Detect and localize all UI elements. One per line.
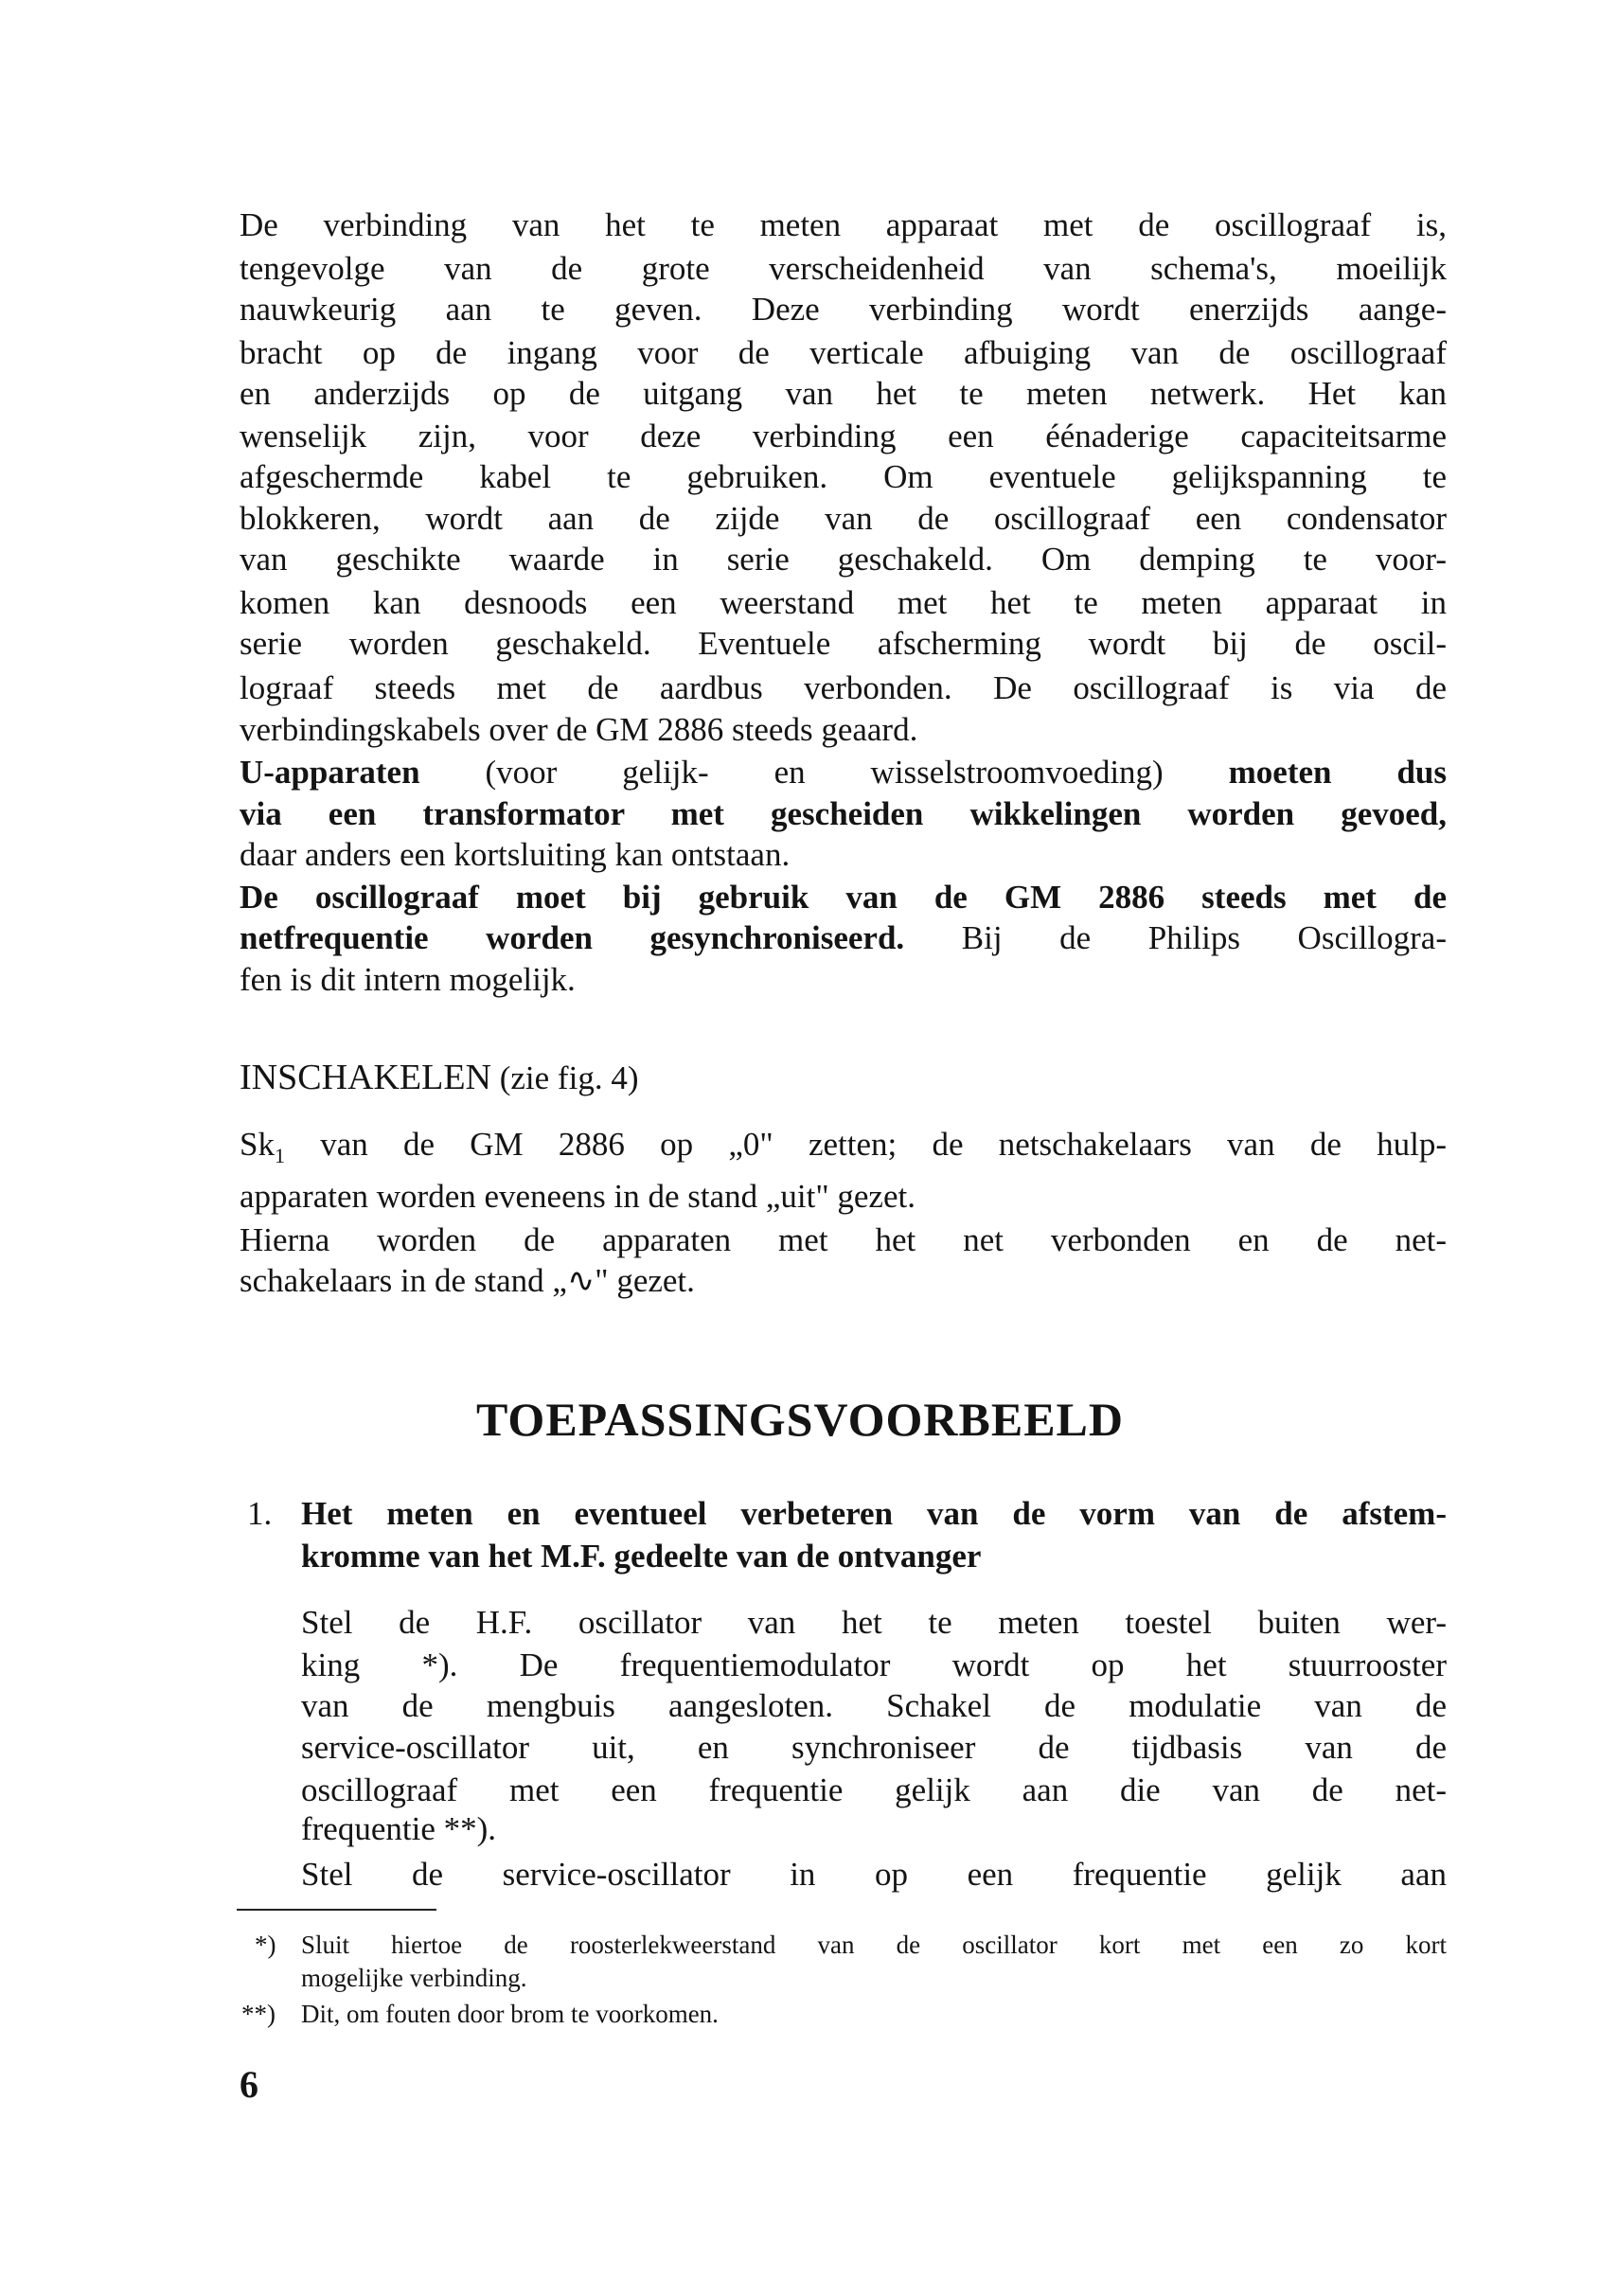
bold-text: De oscillograaf moet bij gebruik van de GM 2886 steeds met de xyxy=(240,879,1447,916)
text-line: Stel de service-oscillator in op een frequentie gelijk aan xyxy=(301,1856,1447,1893)
footnote-text: mogelijke verbinding. xyxy=(301,1964,527,1992)
subheading xyxy=(240,1057,1447,1098)
bold-text: U-apparaten xyxy=(240,754,420,791)
footnote-text: Dit, om fouten door brom te voorkomen. xyxy=(301,2000,719,2028)
switch-label: Sk xyxy=(240,1126,275,1163)
text-line: Hierna worden de apparaten met het net verbonden en de net- xyxy=(240,1221,1447,1258)
text-line xyxy=(240,917,1447,959)
text-line: wenselijk zijn, voor deze verbinding een éénaderige capaciteitsarme xyxy=(240,418,1447,454)
text-line: van geschikte waarde in serie geschakeld. Om demping te voor- xyxy=(240,541,1447,578)
text-line: service-oscillator uit, en synchroniseer de tijdbasis van de xyxy=(301,1729,1447,1766)
text-line: bracht op de ingang voor de verticale afbuiging van de oscillograaf xyxy=(240,334,1447,371)
figure-reference: (zie fig. 4) xyxy=(499,1059,639,1096)
text: van de GM 2886 op „0" zetten; de netschakelaars van de hulp- xyxy=(320,1126,1447,1163)
text-line: frequentie **). xyxy=(301,1810,497,1847)
text-line xyxy=(240,877,1447,918)
text-line: nauwkeurig aan te geven. Deze verbinding wordt enerzijds aange- xyxy=(240,291,1447,328)
text-line: daar anders een kortsluiting kan ontstaan. xyxy=(240,836,791,873)
text-line: lograaf steeds met de aardbus verbonden. De oscillograaf is via de xyxy=(240,669,1447,706)
section-title: TOEPASSINGSVOORBEELD xyxy=(475,1393,1124,1446)
item-title: kromme van het M.F. gedeelte van de ontvanger xyxy=(301,1538,982,1575)
text-line xyxy=(240,752,1447,793)
text-line: schakelaars in de stand „∿" gezet. xyxy=(240,1262,695,1299)
footnote-mark: *) xyxy=(255,1931,276,1959)
bold-text: netfrequentie worden gesynchroniseerd. xyxy=(240,919,905,956)
item-title: Het meten en eventueel verbeteren van de vorm van de afstem- xyxy=(301,1495,1447,1532)
text: Bij de Philips Oscillogra- xyxy=(961,919,1447,956)
text-line: De verbinding van het te meten apparaat met de oscillograaf is, xyxy=(240,206,1447,243)
text-line: serie worden geschakeld. Eventuele afscherming wordt bij de oscil- xyxy=(240,625,1447,662)
text-line: en anderzijds op de uitgang van het te meten netwerk. Het kan xyxy=(240,375,1447,412)
text-line: king *). De frequentiemodulator wordt op het stuurrooster xyxy=(301,1646,1447,1683)
text-line: afgeschermde kabel te gebruiken. Om eventuele gelijkspanning te xyxy=(240,458,1447,495)
text-line: oscillograaf met een frequentie gelijk aan die van de net- xyxy=(301,1771,1447,1808)
text-line: Stel de H.F. oscillator van het te meten toestel buiten wer- xyxy=(301,1604,1447,1641)
text-line: apparaten worden eveneens in de stand „uit" gezet. xyxy=(240,1178,916,1215)
text-line xyxy=(240,1124,1447,1166)
footnote-mark: **) xyxy=(241,2000,276,2028)
footnote-divider xyxy=(237,1909,436,1911)
text-line: komen kan desnoods een weerstand met het te meten apparaat in xyxy=(240,584,1447,621)
text-line: fen is dit intern mogelijk. xyxy=(240,961,576,998)
footnote-text: Sluit hiertoe de roosterlekweerstand van de oscillator kort met een zo kort xyxy=(301,1931,1447,1959)
text-line: van de mengbuis aangesloten. Schakel de modulatie van de xyxy=(301,1687,1447,1724)
text-line: verbindingskabels over de GM 2886 steeds geaard. xyxy=(240,711,918,748)
subheading-title: INSCHAKELEN xyxy=(240,1058,491,1097)
text-line xyxy=(240,793,1447,835)
switch-subscript: 1 xyxy=(274,1144,285,1167)
text-line: tengevolge van de grote verscheidenheid van schema's, moeilijk xyxy=(240,250,1447,287)
text: (voor gelijk- en wisselstroomvoeding) xyxy=(485,754,1164,791)
page-number: 6 xyxy=(240,2063,258,2106)
item-number: 1. xyxy=(247,1495,273,1532)
bold-text: via een transformator met gescheiden wikkelingen worden gevoed, xyxy=(240,795,1447,832)
bold-text: moeten dus xyxy=(1228,754,1447,791)
text-line: blokkeren, wordt aan de zijde van de oscillograaf een condensator xyxy=(240,500,1447,537)
